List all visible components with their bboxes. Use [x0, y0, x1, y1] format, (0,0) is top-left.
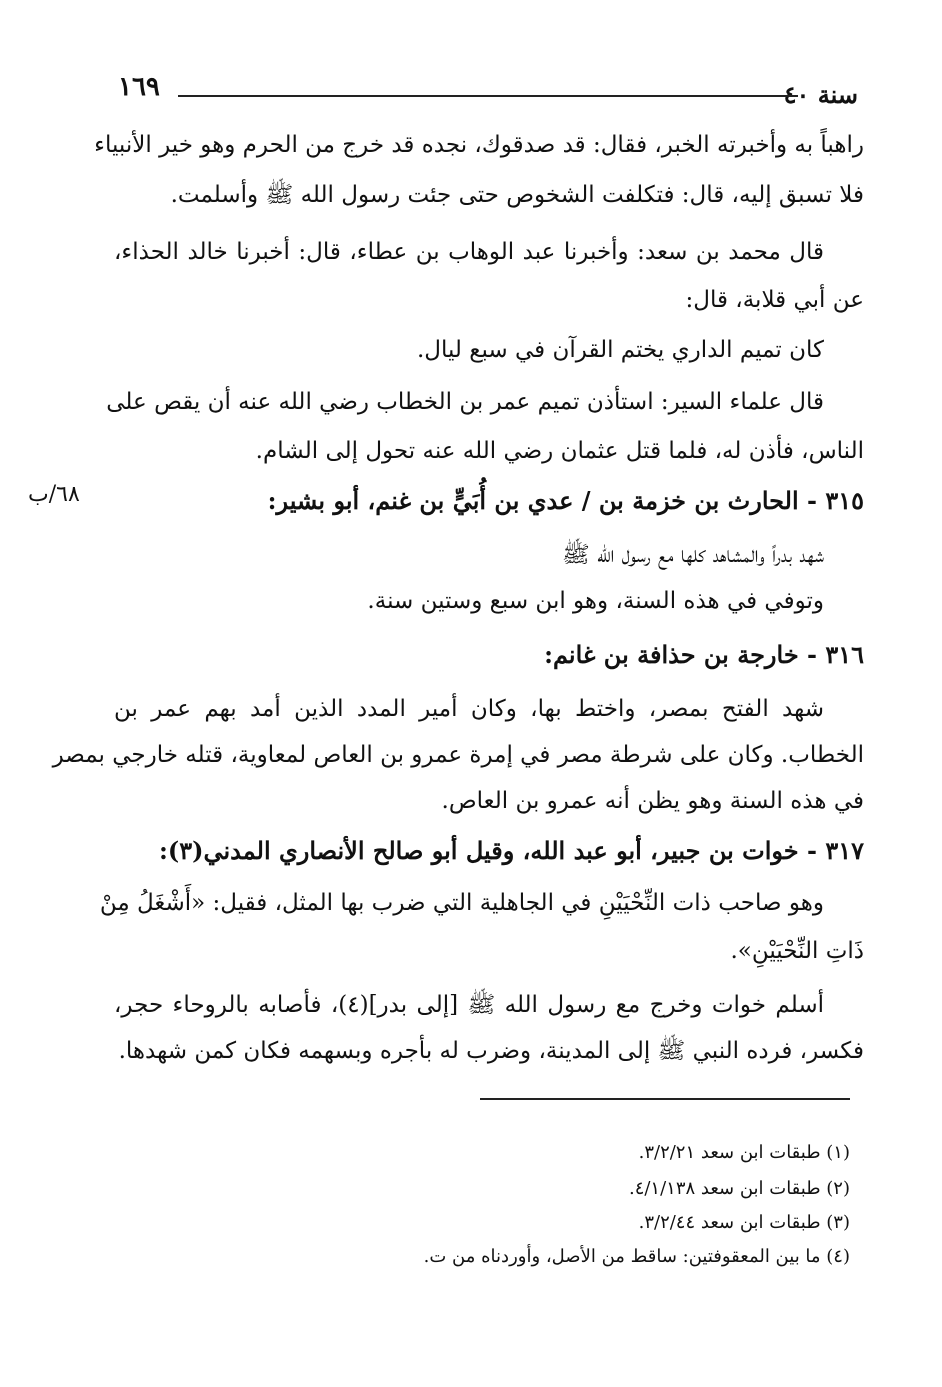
- body-line: فلا تسبق إليه، قال: فتكلفت الشخوص حتى جئت رسول الله ﷺ وأسلمت.: [170, 182, 864, 208]
- body-line: ذَاتِ النِّحْيَيْنِ».: [730, 938, 864, 964]
- body-line: قال علماء السير: استأذن تميم عمر بن الخطاب رضي الله عنه أن يقص على: [106, 389, 824, 415]
- body-line: وتوفي في هذه السنة، وهو ابن سبع وستين سنة.: [367, 588, 824, 614]
- footnote-4: (٤) ما بين المعقوفتين: ساقط من الأصل، وأوردناه من ت.: [423, 1246, 850, 1267]
- body-line: فكسر، فرده النبي ﷺ إلى المدينة، وضرب له بأجره وبسهمه فكان كمن شهدها.: [118, 1038, 864, 1064]
- header-year: سنة ٤٠: [783, 80, 858, 109]
- entry-heading-316: ٣١٦ - خارجة بن حذافة بن غانم:: [544, 640, 864, 669]
- body-line: راهباً به وأخبرته الخبر، فقال: قد صدقوك، نجده قد خرج من الحرم وهو خير الأنبياء: [94, 132, 864, 158]
- body-line: وهو صاحب ذات النِّحْيَيْنِ في الجاهلية التي ضرب بها المثل، فقيل: «أَشْغَلُ مِنْ: [99, 890, 824, 916]
- body-line: عن أبي قلابة، قال:: [685, 287, 864, 313]
- page-number: ١٦٩: [118, 72, 160, 102]
- body-line: الخطاب. وكان على شرطة مصر في إمرة عمرو بن العاص لمعاوية، قتله خارجي بمصر: [52, 742, 864, 768]
- body-line: كان تميم الداري يختم القرآن في سبع ليال.: [416, 337, 824, 363]
- footnote-3: (٣) طبقات ابن سعد ٣/٢/٤٤.: [638, 1212, 850, 1233]
- body-line: أسلم خوات وخرج مع رسول الله ﷺ [إلى بدر](٤)، فأصابه بالروحاء حجر،: [114, 992, 824, 1018]
- footnote-rule: [480, 1098, 850, 1100]
- margin-folio-note: ٦٨/ب: [28, 482, 80, 507]
- entry-heading-317: ٣١٧ - خوات بن جبير، أبو عبد الله، وقيل أبو صالح الأنصاري المدني(٣):: [159, 836, 864, 865]
- body-line: في هذه السنة وهو يظن أنه عمرو بن العاص.: [441, 788, 864, 814]
- body-line: شهد بدراً والمشاهد كلها مع رسول الله ﷺ: [562, 542, 824, 568]
- footnote-2: (٢) طبقات ابن سعد ٤/١/١٣٨.: [628, 1178, 850, 1199]
- footnote-1: (١) طبقات ابن سعد ٣/٢/٢١.: [638, 1142, 850, 1163]
- body-line: شهد الفتح بمصر، واختط بها، وكان أمير المدد الذين أمد بهم عمر بن: [114, 696, 824, 722]
- entry-heading-315: ٣١٥ - الحارث بن خزمة بن / عدي بن أُبَيٍّ بن غنم، أبو بشير:: [267, 486, 864, 515]
- body-line: قال محمد بن سعد: وأخبرنا عبد الوهاب بن عطاء، قال: أخبرنا خالد الحذاء،: [114, 239, 824, 265]
- header-rule: [178, 95, 798, 97]
- body-line: الناس، فأذن له، فلما قتل عثمان رضي الله عنه تحول إلى الشام.: [255, 438, 864, 464]
